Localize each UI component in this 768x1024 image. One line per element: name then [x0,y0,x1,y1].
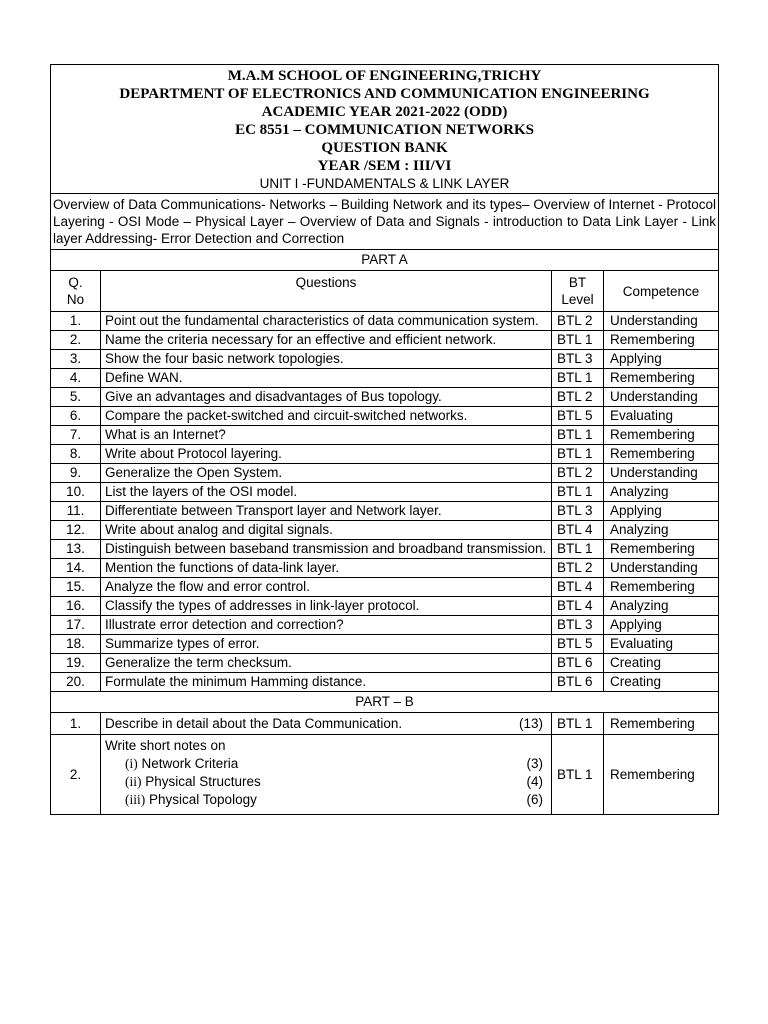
question-number: 1. [51,713,101,735]
question-text: Formulate the minimum Hamming distance. [101,673,552,692]
bt-level: BTL 2 [552,312,604,331]
bt-level: BTL 1 [552,369,604,388]
part-b-question-1 [51,713,719,735]
bt-level: BTL 1 [552,713,604,735]
question-row [51,559,719,578]
competence: Remembering [604,713,719,735]
course-title: EC 8551 – COMMUNICATION NETWORKS [235,122,534,138]
question-text: Differentiate between Transport layer and Network layer. [101,502,552,521]
question-marks: (13) [518,715,543,731]
sub-question-text: Physical Topology [149,791,257,807]
question-text [101,713,552,735]
bt-level: BTL 3 [552,350,604,369]
competence: Understanding [604,559,719,578]
bt-level: BTL 1 [552,331,604,350]
bt-level: BTL 1 [552,735,604,815]
column-header-competence: Competence [604,271,719,312]
question-bank-document [50,64,718,815]
competence: Applying [604,502,719,521]
question-text: What is an Internet? [101,426,552,445]
question-row [51,673,719,692]
bt-level: BTL 6 [552,654,604,673]
question-text: Point out the fundamental characteristics of data communication system. [101,312,552,331]
competence: Remembering [604,445,719,464]
question-row [51,407,719,426]
question-number: 10. [51,483,101,502]
competence: Remembering [604,331,719,350]
competence: Remembering [604,578,719,597]
question-row [51,388,719,407]
competence: Remembering [604,426,719,445]
document-type: QUESTION BANK [321,140,448,156]
question-text: Summarize types of error. [101,635,552,654]
question-row [51,350,719,369]
question-number: 8. [51,445,101,464]
year-semester: YEAR /SEM : III/VI [317,158,452,174]
bt-level: BTL 2 [552,388,604,407]
competence: Understanding [604,388,719,407]
competence: Understanding [604,464,719,483]
part-a-title: PART A [51,250,719,271]
header-row [51,65,719,194]
column-header-level [552,271,604,312]
bt-level: BTL 3 [552,502,604,521]
competence: Remembering [604,735,719,815]
sub-question-numeral: (iii) [125,791,146,807]
question-number: 15. [51,578,101,597]
question-number: 6. [51,407,101,426]
sub-question-text: Network Criteria [141,755,239,771]
question-bank-table [50,64,719,815]
column-header-no [51,271,101,312]
unit-overview: Overview of Data Communications- Networks – Building Network and its types– Overview of Internet - Protocol Layering - OSI Mode – Physical Layer – Overview of Data and Signals - introduction to Data Link Layer - Link layer Addressing- Error Detection and Correction [51,194,719,250]
column-header-no-line2: No [66,292,85,307]
sub-question-numeral: (i) [125,755,138,771]
question-number: 18. [51,635,101,654]
question-number: 7. [51,426,101,445]
question-row [51,654,719,673]
question-text: Name the criteria necessary for an effective and efficient network. [101,331,552,350]
competence: Remembering [604,540,719,559]
bt-level: BTL 2 [552,559,604,578]
question-text-content: Describe in detail about the Data Communication. [105,715,403,731]
question-text: Generalize the Open System. [101,464,552,483]
question-number: 14. [51,559,101,578]
question-text: Write about analog and digital signals. [101,521,552,540]
competence: Analyzing [604,483,719,502]
question-row [51,540,719,559]
competence: Analyzing [604,597,719,616]
bt-level: BTL 2 [552,464,604,483]
question-text: Mention the functions of data-link layer. [101,559,552,578]
competence: Creating [604,654,719,673]
question-text: Distinguish between baseband transmission and broadband transmission. [101,540,552,559]
question-row [51,464,719,483]
document-header [51,65,719,194]
competence: Evaluating [604,635,719,654]
sub-question-text: Physical Structures [145,773,261,789]
question-number: 3. [51,350,101,369]
institution-name: M.A.M SCHOOL OF ENGINEERING,TRICHY [227,68,542,84]
bt-level: BTL 4 [552,578,604,597]
question-text: Compare the packet-switched and circuit-switched networks. [101,407,552,426]
question-number: 17. [51,616,101,635]
question-number: 13. [51,540,101,559]
question-number: 16. [51,597,101,616]
overview-row [51,194,719,250]
question-text: Show the four basic network topologies. [101,350,552,369]
question-row [51,369,719,388]
competence: Analyzing [604,521,719,540]
question-number: 2. [51,735,101,815]
column-header-level-line1: BT [568,275,587,290]
question-row [51,502,719,521]
column-header-question: Questions [101,271,552,312]
question-number: 5. [51,388,101,407]
bt-level: BTL 5 [552,635,604,654]
bt-level: BTL 5 [552,407,604,426]
question-text [101,735,552,815]
question-row [51,635,719,654]
part-b-title: PART – B [51,692,719,713]
sub-question-marks: (4) [526,773,543,789]
bt-level: BTL 6 [552,673,604,692]
academic-year: ACADEMIC YEAR 2021-2022 (ODD) [261,104,508,120]
competence: Evaluating [604,407,719,426]
question-text: Illustrate error detection and correction? [101,616,552,635]
question-text: Classify the types of addresses in link-layer protocol. [101,597,552,616]
question-intro: Write short notes on [105,737,226,753]
question-row [51,445,719,464]
bt-level: BTL 1 [552,540,604,559]
question-number: 12. [51,521,101,540]
competence: Understanding [604,312,719,331]
bt-level: BTL 1 [552,483,604,502]
sub-question-2 [105,774,547,792]
question-number: 4. [51,369,101,388]
question-row [51,331,719,350]
part-a-title-row [51,250,719,271]
column-header-row [51,271,719,312]
sub-question-3 [105,792,547,810]
sub-question-marks: (3) [526,755,543,771]
question-row [51,597,719,616]
question-row [51,578,719,597]
sub-question-marks: (6) [526,791,543,807]
question-text: Generalize the term checksum. [101,654,552,673]
part-b-question-2 [51,735,719,815]
question-text: Define WAN. [101,369,552,388]
department-name: DEPARTMENT OF ELECTRONICS AND COMMUNICATION ENGINEERING [119,86,650,102]
competence: Applying [604,616,719,635]
question-row [51,483,719,502]
question-row [51,426,719,445]
question-number: 9. [51,464,101,483]
question-number: 20. [51,673,101,692]
question-text: Write about Protocol layering. [101,445,552,464]
question-text: Give an advantages and disadvantages of Bus topology. [101,388,552,407]
competence: Remembering [604,369,719,388]
question-row [51,312,719,331]
bt-level: BTL 1 [552,426,604,445]
competence: Applying [604,350,719,369]
sub-question-1 [105,756,547,774]
question-row [51,616,719,635]
column-header-level-line2: Level [561,292,594,307]
column-header-no-line1: Q. [68,275,83,290]
question-row [51,521,719,540]
unit-title: UNIT I -FUNDAMENTALS & LINK LAYER [259,176,510,191]
bt-level: BTL 4 [552,597,604,616]
bt-level: BTL 4 [552,521,604,540]
part-b-title-row [51,692,719,713]
question-text: Analyze the flow and error control. [101,578,552,597]
sub-question-numeral: (ii) [125,773,142,789]
question-number: 19. [51,654,101,673]
question-number: 11. [51,502,101,521]
competence: Creating [604,673,719,692]
question-text: List the layers of the OSI model. [101,483,552,502]
bt-level: BTL 3 [552,616,604,635]
question-number: 1. [51,312,101,331]
bt-level: BTL 1 [552,445,604,464]
question-number: 2. [51,331,101,350]
